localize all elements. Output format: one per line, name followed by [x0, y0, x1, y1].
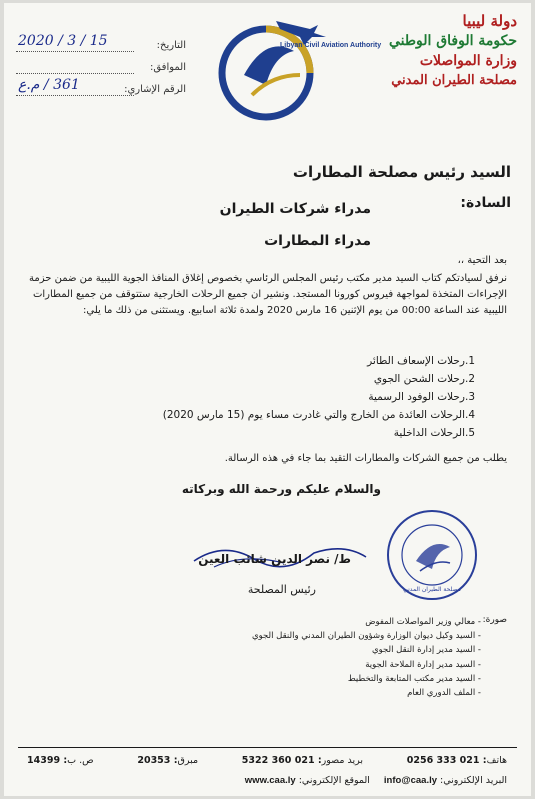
- greeting: بعد التحية ،،: [457, 255, 507, 266]
- official-stamp-icon: [384, 507, 480, 603]
- cc-list: [121, 615, 481, 700]
- hijri-label: الموافق:: [149, 62, 186, 73]
- organization-header: [377, 11, 517, 91]
- hijri-line: [16, 73, 134, 74]
- reference-block: [16, 33, 186, 103]
- phone-value: 021 333 0256: [406, 755, 480, 766]
- org-line-state: دولة ليبيا: [462, 12, 517, 30]
- footer-website: الموقع الإلكتروني: www.caa.ly: [244, 775, 370, 786]
- fax-value: 021 360 5322: [241, 755, 315, 766]
- list-number: 4.: [465, 409, 476, 421]
- org-line-government: حكومة الوفاق الوطني: [388, 33, 517, 49]
- list-item: [81, 370, 481, 388]
- addressee-line-3: مدراء المطارات: [264, 233, 371, 249]
- signatory-name: ط/ نصر الدين شائب العين: [198, 552, 351, 566]
- org-line-ministry: وزارة المواصلات: [419, 53, 517, 69]
- email-label: البريد الإلكتروني: [443, 775, 507, 786]
- cc-item: - معالي وزير المواصلات المفوض: [121, 615, 481, 629]
- date-line: [16, 51, 134, 52]
- cc-label: صورة:: [482, 615, 507, 625]
- ref-label: الرقم الإشاري:: [124, 84, 186, 95]
- list-item: [81, 388, 481, 406]
- website-link[interactable]: www.caa.ly: [244, 775, 296, 786]
- fax-label: بريد مصور: [321, 755, 364, 766]
- footer-phone: هاتف: 021 333 0256: [406, 755, 507, 766]
- footer-contacts: [27, 755, 507, 766]
- caa-logo-icon: [214, 15, 382, 125]
- list-number: 3.: [465, 391, 476, 403]
- list-text: رحلات الوفود الرسمية: [368, 391, 465, 403]
- cc-item: - السيد مدير مكتب المتابعة والتخطيط: [121, 672, 481, 686]
- footer-fax: بريد مصور: 021 360 5322: [241, 755, 364, 766]
- cc-item: - السيد مدير إدارة الملاحة الجوية: [121, 658, 481, 672]
- list-text: الرحلات العائدة من الخارج والتي غادرت مساء يوم (15 مارس 2020): [162, 409, 465, 421]
- list-item: [81, 406, 481, 424]
- list-number: 5.: [465, 427, 476, 439]
- pobox-value: 14399: [27, 755, 61, 766]
- phone-label: هاتف: [486, 755, 507, 766]
- ref-row: [16, 77, 186, 103]
- cc-item: - السيد مدير إدارة النقل الجوي: [121, 643, 481, 657]
- list-number: 2.: [465, 373, 476, 385]
- list-item: [81, 352, 481, 370]
- ref-value: 361 / م.ع: [18, 77, 80, 93]
- telex-value: 20353: [137, 755, 171, 766]
- logo-text: Libyan Civil Aviation Authority: [280, 42, 382, 49]
- ref-line: [16, 95, 134, 96]
- letter-page: [4, 3, 531, 796]
- list-number: 1.: [465, 355, 476, 367]
- signatory-title: رئيس المصلحة: [247, 583, 316, 596]
- footer-pobox: ص. ب: 14399: [27, 755, 94, 766]
- date-value: 2020 / 3 / 15: [18, 33, 108, 49]
- list-text: الرحلات الداخلية: [393, 427, 465, 439]
- addressee-line-1: السيد رئيس مصلحة المطارات: [292, 163, 511, 181]
- footer-web: [27, 775, 507, 786]
- exceptions-list: [81, 352, 481, 442]
- cc-item: - الملف الدوري العام: [121, 686, 481, 700]
- web-label: الموقع الإلكتروني: [301, 775, 370, 786]
- letter-paragraph: نرفق لسيادتكم كتاب السيد مدير مكتب رئيس المجلس الرئاسي بخصوص إغلاق المنافذ الجوية الليبية من ضمن حزمة الإجراءات المتخذة لمواجهة فيروس كورونا المستجد. ونشير ان جميع الرحلات الخارجية ستتوقف من جميع المطارات الليبية عند الساعة 00:00 من يوم الإثنين 16 مارس 2020 ولمدة ثلاثة اسابيع. ويستثنى من ذلك ما يلي:: [29, 273, 507, 316]
- list-text: رحلات الشحن الجوي: [373, 373, 465, 385]
- footer-email: البريد الإلكتروني: info@caa.ly: [383, 775, 507, 786]
- date-row: [16, 33, 186, 59]
- pobox-label: ص. ب: [67, 755, 94, 766]
- telex-label: مبرق: [177, 755, 199, 766]
- email-link[interactable]: info@caa.ly: [383, 775, 438, 786]
- org-line-authority: مصلحة الطيران المدني: [391, 73, 517, 88]
- closing-text: والسلام عليكم ورحمة الله وبركاته: [181, 482, 381, 496]
- addressee-line-2: مدراء شركات الطيران: [219, 201, 371, 217]
- addressee-prefix: السادة:: [460, 195, 511, 211]
- list-text: رحلات الإسعاف الطائر: [367, 355, 465, 367]
- footer-telex: مبرق: 20353: [137, 755, 199, 766]
- date-label: التاريخ:: [156, 40, 186, 51]
- stamp-text: مصلحة الطيران المدني: [403, 586, 461, 593]
- list-item: [81, 424, 481, 442]
- request-text: يطلب من جميع الشركات والمطارات التقيد بما جاء في هذه الرسالة.: [224, 453, 507, 464]
- footer-divider: [18, 747, 517, 748]
- cc-item: - السيد وكيل ديوان الوزارة وشؤون الطيران المدني والنقل الجوي: [121, 629, 481, 643]
